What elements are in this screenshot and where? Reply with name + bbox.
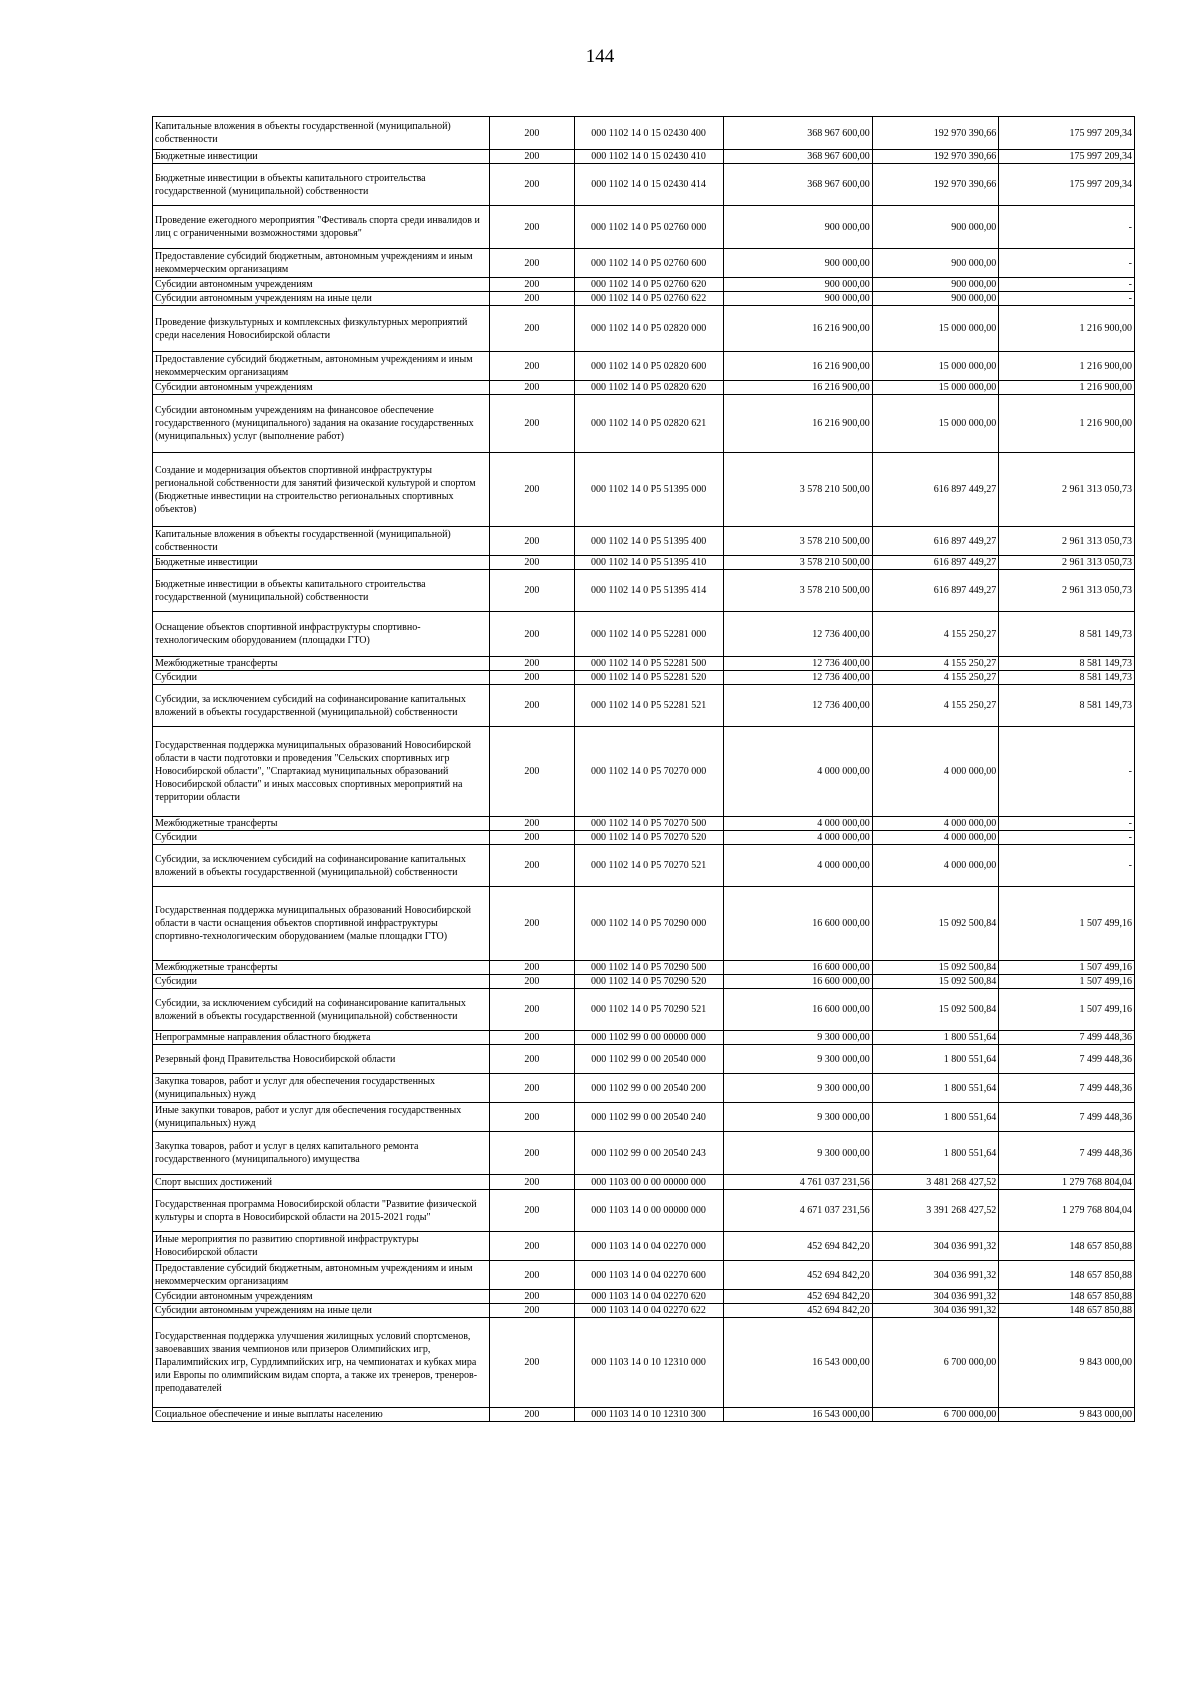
table-row	[153, 1190, 1135, 1232]
row-code: 200	[490, 395, 574, 453]
row-approved-amount: 900 000,00	[723, 278, 872, 292]
row-executed-amount: 4 155 250,27	[872, 612, 998, 657]
table-row	[153, 527, 1135, 556]
row-kbk: 000 1103 14 0 04 02270 622	[574, 1304, 723, 1318]
row-name: Субсидии автономным учреждениям	[153, 381, 490, 395]
row-executed-amount: 304 036 991,32	[872, 1290, 998, 1304]
row-unexecuted-amount: 7 499 448,36	[999, 1031, 1135, 1045]
table-row	[153, 278, 1135, 292]
row-unexecuted-amount: 148 657 850,88	[999, 1232, 1135, 1261]
row-executed-amount: 1 800 551,64	[872, 1103, 998, 1132]
row-name: Закупка товаров, работ и услуг для обеспечения государственных (муниципальных) нужд	[153, 1074, 490, 1103]
row-kbk: 000 1102 14 0 P5 52281 521	[574, 685, 723, 727]
row-kbk: 000 1102 14 0 P5 70290 000	[574, 887, 723, 961]
table-row	[153, 1290, 1135, 1304]
row-approved-amount: 900 000,00	[723, 249, 872, 278]
row-approved-amount: 12 736 400,00	[723, 657, 872, 671]
row-unexecuted-amount: 1 507 499,16	[999, 989, 1135, 1031]
row-name: Иные мероприятия по развитию спортивной инфраструктуры Новосибирской области	[153, 1232, 490, 1261]
row-unexecuted-amount: 1 507 499,16	[999, 887, 1135, 961]
row-code: 200	[490, 117, 574, 150]
row-approved-amount: 4 000 000,00	[723, 831, 872, 845]
row-approved-amount: 368 967 600,00	[723, 150, 872, 164]
row-kbk: 000 1102 99 0 00 20540 200	[574, 1074, 723, 1103]
row-kbk: 000 1103 14 0 10 12310 000	[574, 1318, 723, 1408]
row-unexecuted-amount: 1 216 900,00	[999, 306, 1135, 352]
row-code: 200	[490, 164, 574, 206]
row-approved-amount: 16 600 000,00	[723, 887, 872, 961]
row-kbk: 000 1102 14 0 P5 02820 600	[574, 352, 723, 381]
row-unexecuted-amount: 2 961 313 050,73	[999, 453, 1135, 527]
row-executed-amount: 4 155 250,27	[872, 657, 998, 671]
row-approved-amount: 16 543 000,00	[723, 1318, 872, 1408]
table-row	[153, 612, 1135, 657]
row-code: 200	[490, 1290, 574, 1304]
row-code: 200	[490, 1175, 574, 1190]
row-name: Государственная поддержка муниципальных образований Новосибирской области в части оснащения объектов спортивной инфраструктуры спортивно-технологическим оборудованием (малые площадки ГТО)	[153, 887, 490, 961]
table-row	[153, 831, 1135, 845]
row-unexecuted-amount: -	[999, 206, 1135, 249]
row-kbk: 000 1102 14 0 P5 70270 000	[574, 727, 723, 817]
row-executed-amount: 15 092 500,84	[872, 975, 998, 989]
row-unexecuted-amount: 175 997 209,34	[999, 150, 1135, 164]
row-approved-amount: 9 300 000,00	[723, 1132, 872, 1175]
row-approved-amount: 3 578 210 500,00	[723, 453, 872, 527]
row-approved-amount: 900 000,00	[723, 206, 872, 249]
row-kbk: 000 1102 99 0 00 20540 243	[574, 1132, 723, 1175]
row-executed-amount: 4 000 000,00	[872, 817, 998, 831]
row-code: 200	[490, 657, 574, 671]
row-code: 200	[490, 249, 574, 278]
row-code: 200	[490, 1190, 574, 1232]
table-row	[153, 1132, 1135, 1175]
row-unexecuted-amount: 2 961 313 050,73	[999, 570, 1135, 612]
row-kbk: 000 1102 14 0 P5 52281 000	[574, 612, 723, 657]
table-row	[153, 395, 1135, 453]
row-name: Субсидии автономным учреждениям на финансовое обеспечение государственного (муниципального) задания на оказание государственных (муниципальных) услуг (выполнение работ)	[153, 395, 490, 453]
row-unexecuted-amount: -	[999, 727, 1135, 817]
table-row	[153, 249, 1135, 278]
row-executed-amount: 900 000,00	[872, 292, 998, 306]
row-unexecuted-amount: 2 961 313 050,73	[999, 556, 1135, 570]
row-approved-amount: 452 694 842,20	[723, 1261, 872, 1290]
row-kbk: 000 1102 14 0 P5 02760 600	[574, 249, 723, 278]
table-row	[153, 975, 1135, 989]
row-unexecuted-amount: 9 843 000,00	[999, 1318, 1135, 1408]
row-approved-amount: 452 694 842,20	[723, 1232, 872, 1261]
row-approved-amount: 3 578 210 500,00	[723, 570, 872, 612]
table-row	[153, 845, 1135, 887]
row-executed-amount: 900 000,00	[872, 249, 998, 278]
row-unexecuted-amount: -	[999, 292, 1135, 306]
page-number: 144	[585, 46, 615, 67]
row-unexecuted-amount: 7 499 448,36	[999, 1074, 1135, 1103]
row-name: Межбюджетные трансферты	[153, 657, 490, 671]
row-code: 200	[490, 556, 574, 570]
row-name: Капитальные вложения в объекты государственной (муниципальной) собственности	[153, 117, 490, 150]
row-kbk: 000 1103 14 0 04 02270 000	[574, 1232, 723, 1261]
row-executed-amount: 1 800 551,64	[872, 1074, 998, 1103]
row-code: 200	[490, 671, 574, 685]
row-approved-amount: 4 671 037 231,56	[723, 1190, 872, 1232]
table-row	[153, 381, 1135, 395]
row-code: 200	[490, 989, 574, 1031]
table-row	[153, 1045, 1135, 1074]
table-row	[153, 989, 1135, 1031]
table-row	[153, 1318, 1135, 1408]
row-kbk: 000 1102 14 0 P5 70290 520	[574, 975, 723, 989]
row-name: Предоставление субсидий бюджетным, автономным учреждениям и иным некоммерческим организациям	[153, 352, 490, 381]
row-code: 200	[490, 1232, 574, 1261]
row-kbk: 000 1103 14 0 04 02270 620	[574, 1290, 723, 1304]
table-row	[153, 570, 1135, 612]
row-name: Проведение ежегодного мероприятия "Фестиваль спорта среди инвалидов и лиц с ограниченными возможностями здоровья"	[153, 206, 490, 249]
row-unexecuted-amount: 148 657 850,88	[999, 1290, 1135, 1304]
row-code: 200	[490, 150, 574, 164]
row-name: Субсидии	[153, 831, 490, 845]
row-unexecuted-amount: -	[999, 817, 1135, 831]
row-name: Предоставление субсидий бюджетным, автономным учреждениям и иным некоммерческим организациям	[153, 249, 490, 278]
row-kbk: 000 1102 14 0 P5 70290 521	[574, 989, 723, 1031]
row-code: 200	[490, 570, 574, 612]
row-kbk: 000 1103 14 0 04 02270 600	[574, 1261, 723, 1290]
row-kbk: 000 1102 14 0 P5 51395 000	[574, 453, 723, 527]
row-unexecuted-amount: 1 507 499,16	[999, 961, 1135, 975]
row-executed-amount: 900 000,00	[872, 206, 998, 249]
row-unexecuted-amount: -	[999, 845, 1135, 887]
row-executed-amount: 192 970 390,66	[872, 117, 998, 150]
row-code: 200	[490, 278, 574, 292]
table-row	[153, 206, 1135, 249]
row-kbk: 000 1102 14 0 P5 70290 500	[574, 961, 723, 975]
row-name: Субсидии, за исключением субсидий на софинансирование капитальных вложений в объекты государственной (муниципальной) собственности	[153, 989, 490, 1031]
row-unexecuted-amount: 2 961 313 050,73	[999, 527, 1135, 556]
row-executed-amount: 15 000 000,00	[872, 381, 998, 395]
row-code: 200	[490, 1408, 574, 1422]
row-executed-amount: 192 970 390,66	[872, 150, 998, 164]
row-approved-amount: 368 967 600,00	[723, 164, 872, 206]
table-row	[153, 1232, 1135, 1261]
row-code: 200	[490, 1103, 574, 1132]
row-name: Государственная поддержка улучшения жилищных условий спортсменов, завоевавших звания чемпионов или призеров Олимпийских игр, Паралимпийских игр, Сурдлимпийских игр, на чемпионатах и кубках мира или Европы по олимпийским видам спорта, а также их тренеров, тренеров-преподавателей	[153, 1318, 490, 1408]
row-approved-amount: 16 216 900,00	[723, 395, 872, 453]
table-row	[153, 817, 1135, 831]
row-name: Оснащение объектов спортивной инфраструктуры спортивно-технологическим оборудованием (площадки ГТО)	[153, 612, 490, 657]
table-row	[153, 1175, 1135, 1190]
row-code: 200	[490, 612, 574, 657]
row-executed-amount: 4 155 250,27	[872, 685, 998, 727]
row-name: Спорт высших достижений	[153, 1175, 490, 1190]
row-name: Субсидии автономным учреждениям на иные цели	[153, 292, 490, 306]
row-executed-amount: 192 970 390,66	[872, 164, 998, 206]
row-code: 200	[490, 831, 574, 845]
row-code: 200	[490, 1132, 574, 1175]
row-name: Проведение физкультурных и комплексных физкультурных мероприятий среди населения Новосибирской области	[153, 306, 490, 352]
table-row	[153, 1408, 1135, 1422]
table-row	[153, 1103, 1135, 1132]
row-executed-amount: 616 897 449,27	[872, 527, 998, 556]
row-kbk: 000 1103 14 0 10 12310 300	[574, 1408, 723, 1422]
table-row	[153, 657, 1135, 671]
row-kbk: 000 1102 14 0 P5 70270 500	[574, 817, 723, 831]
row-approved-amount: 3 578 210 500,00	[723, 556, 872, 570]
table-row	[153, 306, 1135, 352]
row-approved-amount: 16 216 900,00	[723, 306, 872, 352]
row-unexecuted-amount: 1 279 768 804,04	[999, 1175, 1135, 1190]
row-executed-amount: 4 000 000,00	[872, 831, 998, 845]
row-executed-amount: 15 000 000,00	[872, 395, 998, 453]
row-kbk: 000 1102 14 0 P5 02760 000	[574, 206, 723, 249]
row-executed-amount: 15 000 000,00	[872, 352, 998, 381]
row-unexecuted-amount: 8 581 149,73	[999, 671, 1135, 685]
row-executed-amount: 4 155 250,27	[872, 671, 998, 685]
row-name: Государственная программа Новосибирской области "Развитие физической культуры и спорта в Новосибирской области на 2015-2021 годы"	[153, 1190, 490, 1232]
row-executed-amount: 616 897 449,27	[872, 570, 998, 612]
row-executed-amount: 616 897 449,27	[872, 556, 998, 570]
table-row	[153, 1304, 1135, 1318]
row-kbk: 000 1102 14 0 P5 70270 521	[574, 845, 723, 887]
row-kbk: 000 1102 14 0 P5 51395 410	[574, 556, 723, 570]
row-name: Непрограммные направления областного бюджета	[153, 1031, 490, 1045]
row-name: Государственная поддержка муниципальных образований Новосибирской области в части подготовки и проведения "Сельских спортивных игр Новосибирской области", "Спартакиад муниципальных образований Новосибирской области" и иных массовых спортивных мероприятий на территории области	[153, 727, 490, 817]
row-approved-amount: 9 300 000,00	[723, 1031, 872, 1045]
table-row	[153, 685, 1135, 727]
row-unexecuted-amount: 8 581 149,73	[999, 657, 1135, 671]
row-executed-amount: 15 000 000,00	[872, 306, 998, 352]
row-name: Межбюджетные трансферты	[153, 961, 490, 975]
row-approved-amount: 9 300 000,00	[723, 1074, 872, 1103]
row-approved-amount: 16 216 900,00	[723, 352, 872, 381]
row-name: Субсидии автономным учреждениям	[153, 1290, 490, 1304]
row-approved-amount: 16 600 000,00	[723, 975, 872, 989]
row-approved-amount: 9 300 000,00	[723, 1103, 872, 1132]
row-executed-amount: 6 700 000,00	[872, 1408, 998, 1422]
row-executed-amount: 1 800 551,64	[872, 1045, 998, 1074]
row-approved-amount: 900 000,00	[723, 292, 872, 306]
row-executed-amount: 4 000 000,00	[872, 727, 998, 817]
row-kbk: 000 1102 14 0 15 02430 414	[574, 164, 723, 206]
row-unexecuted-amount: 148 657 850,88	[999, 1261, 1135, 1290]
row-code: 200	[490, 1045, 574, 1074]
table-row	[153, 1261, 1135, 1290]
row-name: Межбюджетные трансферты	[153, 817, 490, 831]
row-unexecuted-amount: -	[999, 278, 1135, 292]
row-executed-amount: 6 700 000,00	[872, 1318, 998, 1408]
budget-execution-table	[152, 116, 1135, 1422]
row-code: 200	[490, 975, 574, 989]
row-executed-amount: 304 036 991,32	[872, 1304, 998, 1318]
row-kbk: 000 1103 00 0 00 00000 000	[574, 1175, 723, 1190]
row-unexecuted-amount: -	[999, 831, 1135, 845]
row-code: 200	[490, 685, 574, 727]
row-kbk: 000 1102 14 0 P5 02820 621	[574, 395, 723, 453]
row-kbk: 000 1102 99 0 00 00000 000	[574, 1031, 723, 1045]
row-name: Иные закупки товаров, работ и услуг для обеспечения государственных (муниципальных) нужд	[153, 1103, 490, 1132]
row-code: 200	[490, 817, 574, 831]
row-name: Субсидии	[153, 671, 490, 685]
row-kbk: 000 1102 14 0 P5 70270 520	[574, 831, 723, 845]
row-approved-amount: 9 300 000,00	[723, 1045, 872, 1074]
row-kbk: 000 1102 14 0 P5 02760 620	[574, 278, 723, 292]
row-approved-amount: 3 578 210 500,00	[723, 527, 872, 556]
row-executed-amount: 3 391 268 427,52	[872, 1190, 998, 1232]
row-unexecuted-amount: 7 499 448,36	[999, 1103, 1135, 1132]
row-unexecuted-amount: 1 216 900,00	[999, 352, 1135, 381]
row-unexecuted-amount: 1 216 900,00	[999, 381, 1135, 395]
row-executed-amount: 1 800 551,64	[872, 1132, 998, 1175]
row-name: Предоставление субсидий бюджетным, автономным учреждениям и иным некоммерческим организациям	[153, 1261, 490, 1290]
row-kbk: 000 1102 14 0 P5 02820 620	[574, 381, 723, 395]
row-approved-amount: 368 967 600,00	[723, 117, 872, 150]
table-row	[153, 164, 1135, 206]
row-executed-amount: 616 897 449,27	[872, 453, 998, 527]
table-row	[153, 887, 1135, 961]
table-row	[153, 453, 1135, 527]
row-unexecuted-amount: 175 997 209,34	[999, 117, 1135, 150]
table-row	[153, 556, 1135, 570]
row-executed-amount: 3 481 268 427,52	[872, 1175, 998, 1190]
row-unexecuted-amount: 1 216 900,00	[999, 395, 1135, 453]
row-approved-amount: 16 600 000,00	[723, 961, 872, 975]
row-approved-amount: 16 216 900,00	[723, 381, 872, 395]
row-code: 200	[490, 306, 574, 352]
row-approved-amount: 4 000 000,00	[723, 845, 872, 887]
row-unexecuted-amount: 9 843 000,00	[999, 1408, 1135, 1422]
row-approved-amount: 4 000 000,00	[723, 817, 872, 831]
row-kbk: 000 1102 14 0 P5 52281 500	[574, 657, 723, 671]
row-kbk: 000 1102 14 0 15 02430 400	[574, 117, 723, 150]
row-kbk: 000 1102 99 0 00 20540 000	[574, 1045, 723, 1074]
row-unexecuted-amount: 148 657 850,88	[999, 1304, 1135, 1318]
table-row	[153, 961, 1135, 975]
row-kbk: 000 1102 14 0 P5 52281 520	[574, 671, 723, 685]
table-row	[153, 150, 1135, 164]
row-approved-amount: 12 736 400,00	[723, 612, 872, 657]
row-unexecuted-amount: 8 581 149,73	[999, 685, 1135, 727]
row-approved-amount: 16 543 000,00	[723, 1408, 872, 1422]
row-unexecuted-amount: 1 507 499,16	[999, 975, 1135, 989]
table-row	[153, 1031, 1135, 1045]
row-code: 200	[490, 292, 574, 306]
table-body	[153, 117, 1135, 1422]
row-kbk: 000 1102 14 0 P5 02820 000	[574, 306, 723, 352]
row-code: 200	[490, 1031, 574, 1045]
row-executed-amount: 15 092 500,84	[872, 887, 998, 961]
row-kbk: 000 1102 14 0 P5 02760 622	[574, 292, 723, 306]
row-executed-amount: 15 092 500,84	[872, 989, 998, 1031]
row-approved-amount: 4 000 000,00	[723, 727, 872, 817]
row-code: 200	[490, 1261, 574, 1290]
row-name: Социальное обеспечение и иные выплаты населению	[153, 1408, 490, 1422]
row-unexecuted-amount: 175 997 209,34	[999, 164, 1135, 206]
row-approved-amount: 452 694 842,20	[723, 1290, 872, 1304]
row-code: 200	[490, 352, 574, 381]
row-approved-amount: 16 600 000,00	[723, 989, 872, 1031]
table-row	[153, 727, 1135, 817]
row-code: 200	[490, 453, 574, 527]
row-code: 200	[490, 1074, 574, 1103]
row-name: Субсидии, за исключением субсидий на софинансирование капитальных вложений в объекты государственной (муниципальной) собственности	[153, 845, 490, 887]
row-approved-amount: 12 736 400,00	[723, 685, 872, 727]
row-code: 200	[490, 381, 574, 395]
row-kbk: 000 1102 99 0 00 20540 240	[574, 1103, 723, 1132]
row-code: 200	[490, 727, 574, 817]
table-row	[153, 292, 1135, 306]
row-name: Субсидии автономным учреждениям	[153, 278, 490, 292]
row-name: Бюджетные инвестиции в объекты капитального строительства государственной (муниципальной) собственности	[153, 570, 490, 612]
row-kbk: 000 1102 14 0 15 02430 410	[574, 150, 723, 164]
row-name: Капитальные вложения в объекты государственной (муниципальной) собственности	[153, 527, 490, 556]
table-row	[153, 352, 1135, 381]
row-unexecuted-amount: 8 581 149,73	[999, 612, 1135, 657]
row-code: 200	[490, 527, 574, 556]
row-code: 200	[490, 887, 574, 961]
row-executed-amount: 4 000 000,00	[872, 845, 998, 887]
row-code: 200	[490, 206, 574, 249]
row-name: Бюджетные инвестиции	[153, 556, 490, 570]
row-unexecuted-amount: 7 499 448,36	[999, 1045, 1135, 1074]
row-name: Бюджетные инвестиции	[153, 150, 490, 164]
row-kbk: 000 1102 14 0 P5 51395 400	[574, 527, 723, 556]
row-approved-amount: 12 736 400,00	[723, 671, 872, 685]
row-executed-amount: 304 036 991,32	[872, 1232, 998, 1261]
row-executed-amount: 304 036 991,32	[872, 1261, 998, 1290]
table-row	[153, 117, 1135, 150]
row-unexecuted-amount: 7 499 448,36	[999, 1132, 1135, 1175]
row-code: 200	[490, 1304, 574, 1318]
table-row	[153, 671, 1135, 685]
row-kbk: 000 1103 14 0 00 00000 000	[574, 1190, 723, 1232]
row-executed-amount: 900 000,00	[872, 278, 998, 292]
row-unexecuted-amount: -	[999, 249, 1135, 278]
row-name: Создание и модернизация объектов спортивной инфраструктуры региональной собственности для занятий физической культурой и спортом (Бюджетные инвестиции на строительство региональных спортивных объектов)	[153, 453, 490, 527]
row-code: 200	[490, 845, 574, 887]
row-executed-amount: 15 092 500,84	[872, 961, 998, 975]
table-row	[153, 1074, 1135, 1103]
row-code: 200	[490, 1318, 574, 1408]
row-approved-amount: 452 694 842,20	[723, 1304, 872, 1318]
row-name: Бюджетные инвестиции в объекты капитального строительства государственной (муниципальной) собственности	[153, 164, 490, 206]
row-unexecuted-amount: 1 279 768 804,04	[999, 1190, 1135, 1232]
row-code: 200	[490, 961, 574, 975]
row-executed-amount: 1 800 551,64	[872, 1031, 998, 1045]
row-name: Резервный фонд Правительства Новосибирской области	[153, 1045, 490, 1074]
row-approved-amount: 4 761 037 231,56	[723, 1175, 872, 1190]
row-kbk: 000 1102 14 0 P5 51395 414	[574, 570, 723, 612]
row-name: Субсидии автономным учреждениям на иные цели	[153, 1304, 490, 1318]
row-name: Субсидии, за исключением субсидий на софинансирование капитальных вложений в объекты государственной (муниципальной) собственности	[153, 685, 490, 727]
row-name: Субсидии	[153, 975, 490, 989]
row-name: Закупка товаров, работ и услуг в целях капитального ремонта государственного (муниципального) имущества	[153, 1132, 490, 1175]
